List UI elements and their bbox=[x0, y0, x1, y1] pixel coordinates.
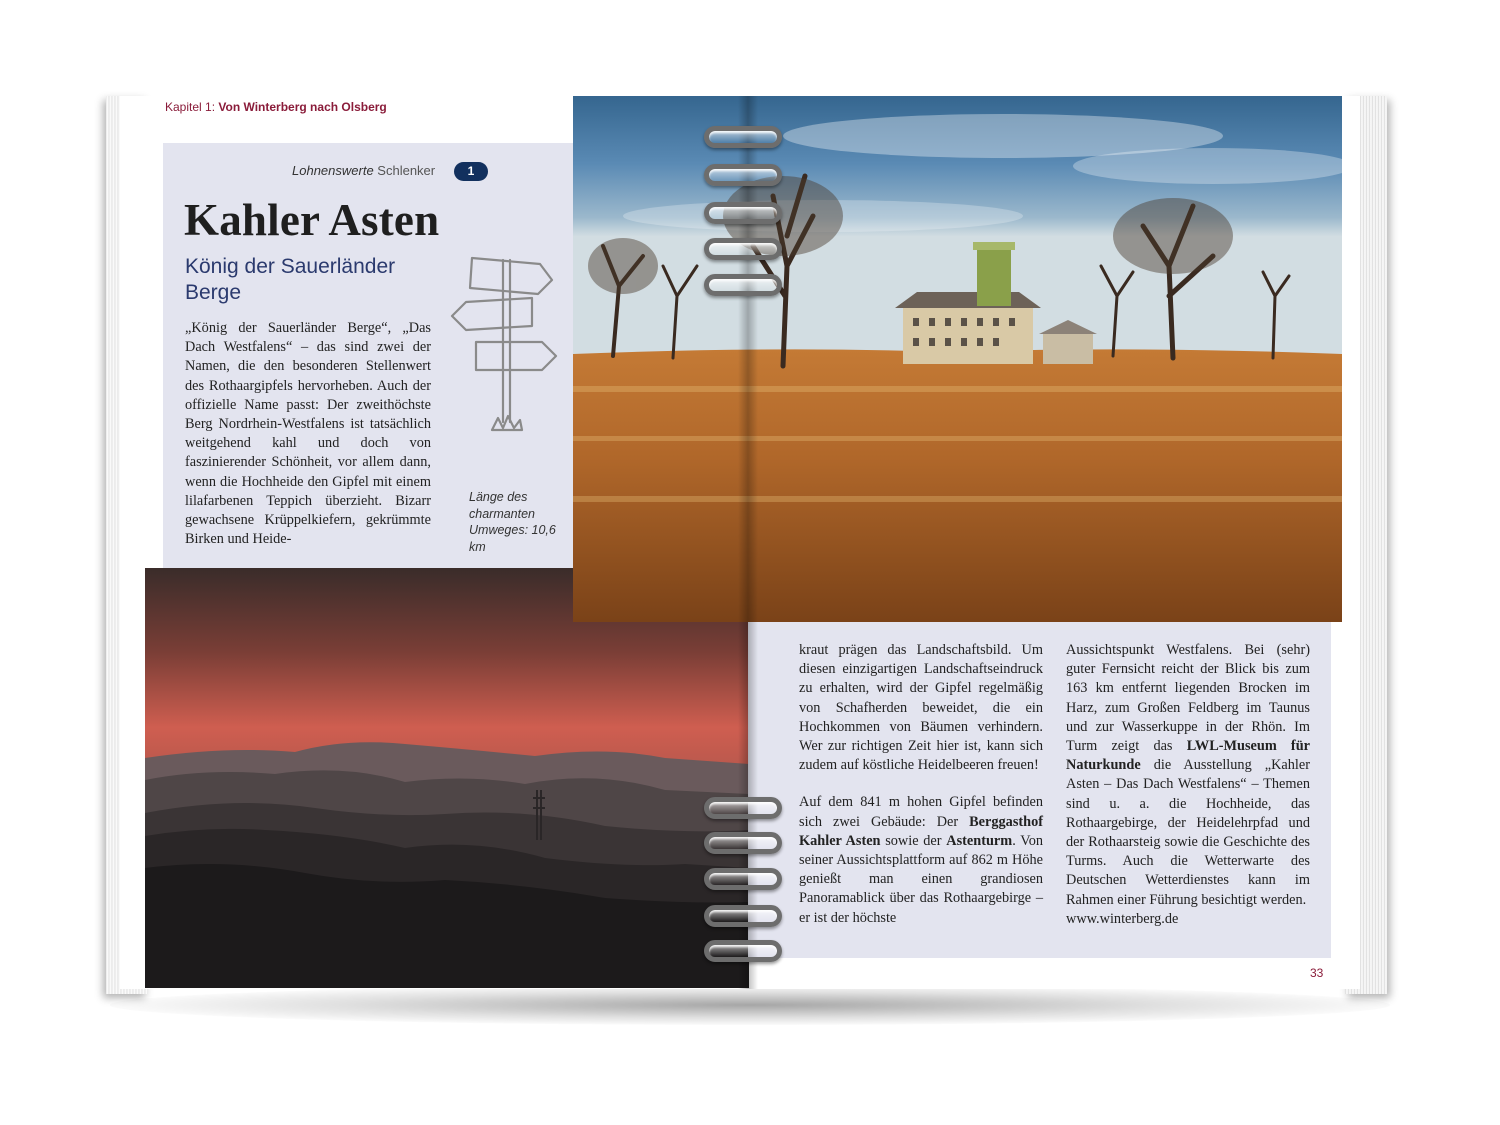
museum-name: LWL-Museum für Naturkunde bbox=[1066, 738, 1310, 774]
book-gutter bbox=[738, 96, 758, 989]
sunset-hills-photo bbox=[145, 568, 749, 988]
spiral-ring-icon bbox=[704, 164, 782, 186]
spiral-ring-icon bbox=[704, 238, 782, 260]
route-length-note: Länge des charmanten Umweges: 10,6 km bbox=[469, 490, 556, 554]
text-column-2 bbox=[1066, 641, 1310, 929]
kahler-asten-heath-photo bbox=[573, 96, 1342, 622]
paragraph-summit bbox=[799, 793, 1043, 927]
spiral-ring-icon bbox=[704, 797, 782, 819]
view-text-a: Aussichtspunkt Westfalens. Bei (sehr) guter Fernsicht reicht der Blick bis zum 163 km entfernt liegenden Brocken im Harz, zum Großen Feldberg im Taunus und zur Wasserkuppe in der Rhön. Im Turm zeigt das bbox=[1066, 642, 1310, 755]
spiral-ring-icon bbox=[704, 202, 782, 224]
summit-text-c: sowie der bbox=[880, 832, 947, 849]
astenturm-name: Astenturm bbox=[946, 832, 1013, 849]
spiral-ring-icon bbox=[704, 126, 782, 148]
spiral-ring-icon bbox=[704, 940, 782, 962]
chapter-header bbox=[165, 100, 387, 114]
view-text-c: die Ausstellung „Kahler Asten – Das Dach Westfalens“ – Themen sind u. a. die Hochheide, das Rothaargebirge, der Heidelehrpfad und der Rothaarsteig sowie die Geschichte des Turms. Auch die Wetterwarte des Deutschen Wetterdienstes kann im Rahmen einer Führung besichtigt werden. bbox=[1066, 757, 1310, 908]
section-tag-plain: Schlenker bbox=[377, 163, 436, 178]
book-shadow bbox=[110, 985, 1390, 1025]
article-title: Kahler Asten bbox=[184, 195, 440, 245]
section-tag-italic: Lohnenswerte bbox=[292, 163, 374, 178]
article-subtitle: König der Sauerländer Berge bbox=[185, 255, 396, 304]
summit-text-e: . Von seiner Aussichtsplattform auf 862 m Höhe genießt man einen grandiosen Panoramablick über das Rothaargebirge – er ist der höchste bbox=[799, 832, 1043, 926]
section-tag bbox=[292, 163, 435, 178]
spiral-ring-icon bbox=[704, 905, 782, 927]
paragraph-heath: kraut prägen das Landschaftsbild. Um diesen einzigartigen Landschaftseindruck zu erhalten, wird der Gipfel regelmäßig von Schafherden beweidet, die ein Hochkommen von Bäumen verhindern. Wer zur richtigen Zeit hier ist, kann sich zudem auf köstliche Heidelbeeren freuen! bbox=[799, 642, 1043, 774]
spiral-ring-icon bbox=[704, 868, 782, 890]
berggasthof-name: Berggasthof Kahler Asten bbox=[799, 813, 1043, 849]
section-number-badge: 1 bbox=[454, 162, 488, 181]
signpost-icon bbox=[448, 250, 560, 435]
chapter-prefix: Kapitel 1: bbox=[165, 100, 216, 114]
text-column-1 bbox=[799, 641, 1043, 928]
page-number: 33 bbox=[1310, 966, 1324, 980]
chapter-title: Von Winterberg nach Olsberg bbox=[218, 100, 387, 114]
spiral-ring-icon bbox=[704, 274, 782, 296]
intro-text: „König der Sauerländer Berge“, „Das Dach Westfalens“ – das sind zwei der Namen, die den besonderen Stellenwert des Rothaargipfels hervorheben. Auch der offizielle Name passt: Der zweithöchste Berg Nordrhein-Westfalens ist tatsächlich weitgehend kahl und doch von faszinierender Schönheit, vor allem dann, wenn die Hochheide den Gipfel mit einem lilafarbenen Teppich überzieht. Bizarr gewachsene Krüppelkiefern, gekrümmte Birken und Heide- bbox=[185, 320, 431, 548]
paragraph-view bbox=[1066, 641, 1310, 929]
summit-text-a: Auf dem 841 m hohen Gipfel befinden sich zwei Gebäude: Der bbox=[799, 794, 1043, 830]
website-link[interactable]: www.winterberg.de bbox=[1066, 910, 1179, 927]
spiral-ring-icon bbox=[704, 832, 782, 854]
